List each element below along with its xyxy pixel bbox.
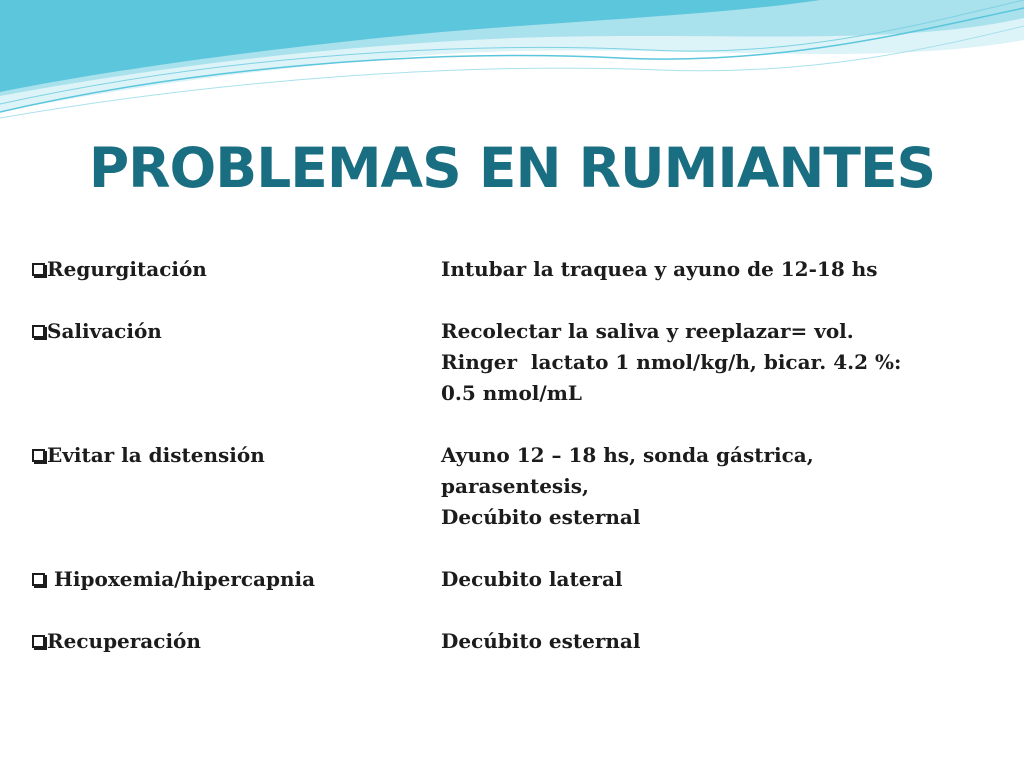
problem-solution-list [32, 254, 992, 688]
problem-label: Evitar la distensión [47, 443, 265, 467]
checkbox-bullet-icon [32, 263, 45, 276]
solution-text: Decúbito esternal [441, 629, 641, 653]
slide-title: PROBLEMAS EN RUMIANTES [88, 136, 936, 200]
list-item [32, 626, 992, 657]
checkbox-bullet-icon [32, 449, 45, 462]
problem-label: Hipoxemia/hipercapnia [54, 567, 316, 591]
problem-label: Recuperación [47, 629, 201, 653]
solution-text: Decubito lateral [441, 567, 623, 591]
list-item [32, 564, 992, 595]
checkbox-bullet-icon [32, 325, 45, 338]
solution-text: Intubar la traquea y ayuno de 12-18 hs [441, 257, 878, 281]
checkbox-bullet-icon [32, 573, 45, 586]
solution-text: Recolectar la saliva y reeplazar= vol. Ringer lactato 1 nmol/kg/h, bicar. 4.2 %: 0.5 nmol/mL [441, 319, 902, 405]
list-item [32, 440, 992, 533]
list-item [32, 254, 992, 285]
list-item [32, 316, 992, 409]
checkbox-bullet-icon [32, 635, 45, 648]
problem-label: Salivación [47, 319, 162, 343]
solution-text: Ayuno 12 – 18 hs, sonda gástrica, parasentesis, Decúbito esternal [441, 443, 814, 529]
wave-header-decoration [0, 0, 1024, 130]
problem-label: Regurgitación [47, 257, 207, 281]
